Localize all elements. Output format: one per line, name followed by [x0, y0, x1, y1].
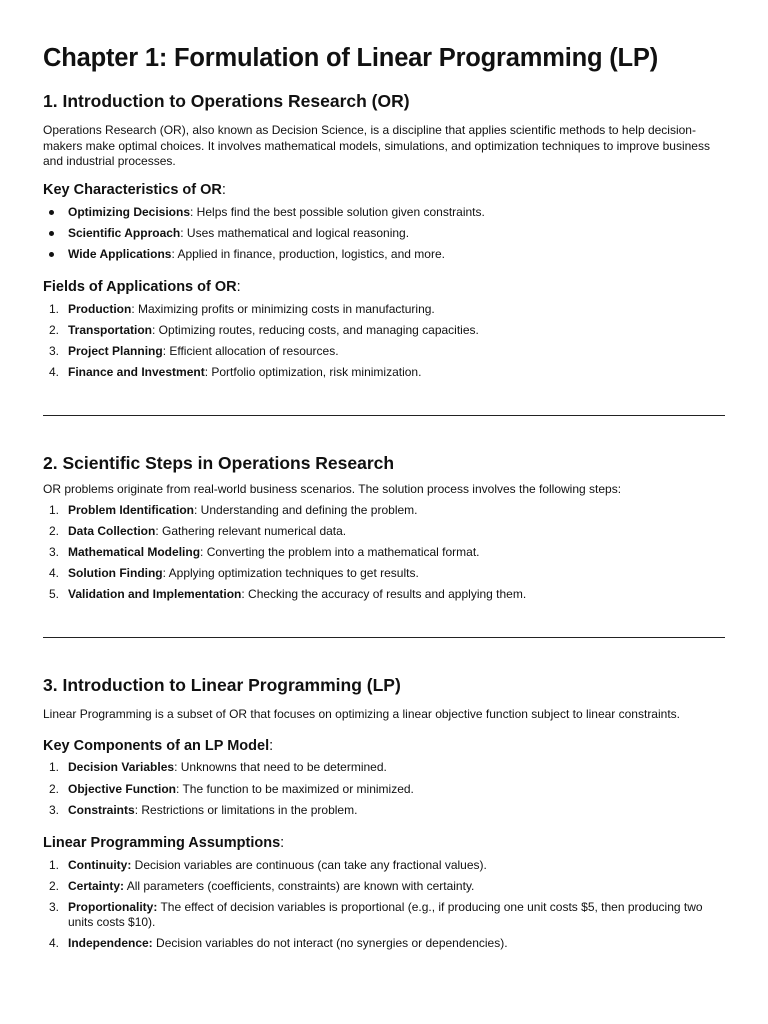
list-item-term: Production: [68, 301, 132, 316]
list-item-term: Wide Applications: [68, 246, 172, 261]
list-item: [43, 545, 725, 560]
list-item-text: : Optimizing routes, reducing costs, and managing capacities.: [152, 322, 479, 337]
list-item-text: : Restrictions or limitations in the problem.: [134, 802, 358, 817]
list-item-text: : Checking the accuracy of results and applying them.: [241, 587, 527, 601]
lp-assumptions-heading: [43, 833, 725, 853]
list-item-number: 2.: [49, 524, 60, 538]
list-item: [43, 760, 725, 775]
list-item: [43, 344, 725, 359]
list-item-term: Optimizing Decisions: [68, 204, 191, 219]
list-item-term: Proportionality:: [68, 899, 158, 914]
list-item-term: Validation and Implementation: [68, 587, 242, 601]
list-item: [43, 247, 725, 262]
list-item-text: : Helps find the best possible solution given constraints.: [190, 204, 485, 219]
list-item-text: : Applied in finance, production, logistics, and more.: [171, 246, 445, 261]
list-item-term: Certainty:: [68, 878, 125, 893]
list-item-number: 1.: [49, 759, 60, 774]
list-item: [43, 587, 725, 602]
heading-colon: :: [221, 181, 226, 198]
steps-list: [43, 503, 725, 602]
section-3-heading: 3. Introduction to Linear Programming (LP): [43, 675, 401, 695]
list-item: [43, 323, 725, 338]
section-3-intro: Linear Programming is a subset of OR that focuses on optimizing a linear objective function subject to linear constraints.: [43, 707, 680, 721]
list-item-term: Data Collection: [68, 524, 156, 538]
characteristics-list: [43, 205, 725, 262]
components-list: [43, 760, 725, 818]
list-item: [43, 566, 725, 581]
heading-colon: :: [236, 278, 241, 295]
list-item: [43, 936, 725, 951]
fields-list: [43, 302, 725, 380]
list-item-number: 5.: [49, 587, 60, 601]
list-item-number: 4.: [49, 935, 60, 950]
list-item: [43, 879, 725, 894]
list-item-term: Problem Identification: [68, 503, 195, 517]
list-item-text: : Maximizing profits or minimizing costs in manufacturing.: [131, 301, 435, 316]
section-2-intro: OR problems originate from real-world business scenarios. The solution process involves the following steps:: [43, 481, 622, 496]
section-1-intro: Operations Research (OR), also known as Decision Science, is a discipline that applies scientific methods to help decision-makers make optimal choices. It involves mathematical models, simulations, and optimization techniques to improve business and industrial processes.: [43, 123, 710, 168]
heading-colon: :: [269, 737, 274, 754]
list-item: [43, 858, 725, 873]
list-item-text: Decision variables do not interact (no synergies or dependencies).: [152, 935, 508, 950]
list-item-term: Finance and Investment: [68, 364, 205, 379]
list-item: [43, 782, 725, 797]
list-item-text: Decision variables are continuous (can take any fractional values).: [131, 857, 487, 872]
list-item: [43, 365, 725, 380]
list-item: [43, 503, 725, 518]
list-item-number: 1.: [49, 857, 60, 872]
page-title: Chapter 1: Formulation of Linear Programming (LP): [43, 44, 658, 72]
list-item-term: Constraints: [68, 802, 135, 817]
list-item-term: Continuity:: [68, 857, 132, 872]
section-1-heading: 1. Introduction to Operations Research (OR): [43, 91, 410, 111]
list-item-number: 4.: [49, 566, 60, 580]
list-item-term: Objective Function: [68, 781, 177, 796]
list-item-term: Transportation: [68, 322, 153, 337]
list-item-text: : Unknowns that need to be determined.: [174, 759, 387, 774]
section-2-heading: 2. Scientific Steps in Operations Research: [43, 452, 395, 473]
key-characteristics-heading-text: Key Characteristics of OR: [43, 181, 222, 198]
list-item-number: 2.: [49, 878, 60, 893]
list-item-number: 2.: [49, 781, 60, 796]
fields-of-applications-heading: [43, 277, 725, 297]
assumptions-list: [43, 858, 725, 951]
list-item-term: Project Planning: [68, 343, 163, 358]
list-item-term: Mathematical Modeling: [68, 545, 201, 559]
key-components-heading-text: Key Components of an LP Model: [43, 737, 270, 754]
list-item: [43, 803, 725, 818]
list-item-text: All parameters (coefficients, constraints) are known with certainty.: [124, 878, 475, 893]
list-item-text: The effect of decision variables is proportional (e.g., if producing one unit costs $5, then producing two units costs $10).: [68, 899, 703, 929]
list-item-number: 3.: [49, 343, 60, 358]
list-item-text: : Portfolio optimization, risk minimization.: [204, 364, 422, 379]
list-item: [43, 205, 725, 220]
lp-assumptions-heading-text: Linear Programming Assumptions: [43, 834, 281, 851]
list-item-term: Independence:: [68, 935, 153, 950]
list-item-text: : The function to be maximized or minimized.: [176, 781, 414, 796]
key-components-heading: [43, 736, 725, 756]
list-item-text: : Applying optimization techniques to get results.: [162, 566, 419, 580]
list-item-number: 2.: [49, 322, 60, 337]
list-item-term: Solution Finding: [68, 566, 163, 580]
list-item-number: 3.: [49, 802, 60, 817]
list-item: [43, 524, 725, 539]
list-item-text: : Understanding and defining the problem.: [194, 503, 418, 517]
section-divider: [43, 415, 725, 416]
list-item-term: Scientific Approach: [68, 225, 181, 240]
heading-colon: :: [280, 834, 285, 851]
list-item: [43, 900, 725, 930]
list-item-number: 4.: [49, 364, 60, 379]
list-item-text: : Efficient allocation of resources.: [162, 343, 339, 358]
list-item-text: : Converting the problem into a mathematical format.: [200, 545, 480, 559]
list-item-number: 3.: [49, 545, 60, 559]
fields-of-applications-heading-text: Fields of Applications of OR: [43, 278, 237, 295]
section-divider: [43, 637, 725, 638]
key-characteristics-heading: [43, 180, 725, 200]
list-item-number: 1.: [49, 301, 60, 316]
list-item-number: 1.: [49, 503, 60, 517]
list-item: [43, 302, 725, 317]
list-item-text: : Uses mathematical and logical reasoning.: [180, 225, 410, 240]
list-item-text: : Gathering relevant numerical data.: [155, 524, 347, 538]
list-item-term: Decision Variables: [68, 759, 175, 774]
list-item-number: 3.: [49, 899, 60, 914]
list-item: [43, 226, 725, 241]
